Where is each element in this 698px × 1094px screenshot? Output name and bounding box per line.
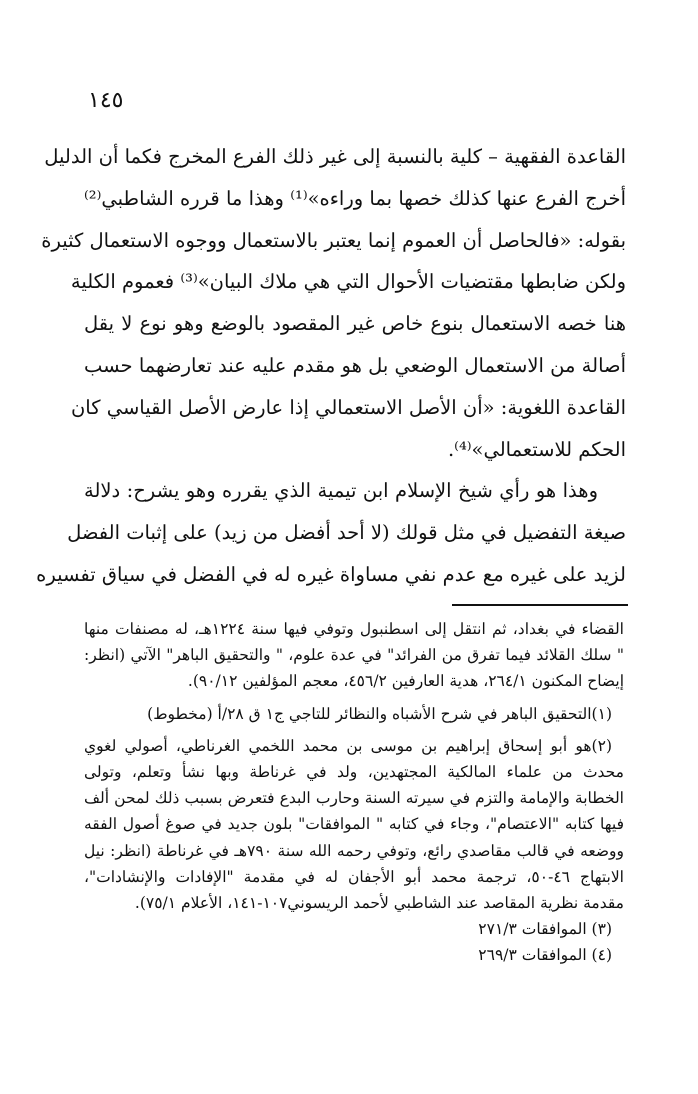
- footnote-4: (٤) الموافقات ٢٦٩/٣: [478, 946, 612, 965]
- footnote-line: فيها كتابه "الاعتصام"، وجاء في كتابه " الموافقات" بلون جديد في صوغ أصول الفقه: [84, 815, 624, 834]
- footnote-1: (١)التحقيق الباهر في شرح الأشباه والنظائر للتاجي ج١ ق ٢٨/أ (مخطوط): [147, 704, 612, 723]
- footnote-2: (٢)هو أبو إسحاق إبراهيم بن موسى بن محمد اللخمي الغرناطي، أصولي لغوي: [84, 736, 612, 755]
- body-line: القاعدة الفقهية – كلية بالنسبة إلى غير ذلك الفرع المخرج فكما أن الدليل: [44, 145, 626, 168]
- page-number: ١٤٥: [88, 88, 124, 113]
- footnote-line: " سلك القلائد فيما تفرق من الفرائد" في عدة علوم، " والتحقيق الباهر" الآتي (انظر:: [84, 646, 624, 665]
- footnote-line: الابتهاج ٤٦-٥٠، ترجمة محمد أبو الأجفان له في مقدمة "الإفادات والإنشادات"،: [84, 867, 624, 886]
- body-line: صيغة التفضيل في مثل قولك (لا أحد أفضل من زيد) على إثبات الفضل: [67, 521, 626, 545]
- body-line: ولكن ضابطها مقتضيات الأحوال التي هي ملاك البيان»⁽³⁾ فعموم الكلية: [70, 270, 626, 294]
- body-line: الحكم للاستعمالي»⁽⁴⁾.: [447, 437, 626, 461]
- footnote-line: ووضعه في قالب مقاصدي رائع، وتوفي رحمه الله سنة ٧٩٠هـ في غرناطة (انظر: نيل: [84, 841, 624, 860]
- body-line: وهذا هو رأي شيخ الإسلام ابن تيمية الذي يقرره وهو يشرح: دلالة: [84, 479, 598, 503]
- footnote-line: القضاء في بغداد، ثم انتقل إلى اسطنبول وتوفي فيها سنة ١٢٢٤هـ، له مصنفات منها: [84, 620, 624, 638]
- footnote-line: مقدمة نظرية المقاصد عند الشاطبي لأحمد الريسوني١٠٧-١٤١، الأعلام ٧٥/١).: [134, 893, 624, 912]
- body-line: أصالة من الاستعمال الوضعي بل هو مقدم عليه عند تعارضهما حسب: [84, 353, 626, 377]
- footnote-line: محدث من علماء المالكية المجتهدين، ولد في غرناطة وبها نشأ وتعلم، وتولى: [84, 762, 624, 781]
- body-line: أخرج الفرع عنها كذلك خصها بما وراءه»⁽¹⁾ وهذا ما قرره الشاطبي⁽²⁾: [84, 186, 626, 210]
- body-line: لزيد على غيره مع عدم نفي مساواة غيره له في الفضل في سياق تفسيره: [36, 562, 626, 586]
- footnotes: [84, 616, 624, 968]
- footnote-divider: [452, 604, 628, 606]
- main-text: [36, 136, 626, 596]
- body-line: القاعدة اللغوية: «أن الأصل الاستعمالي إذا عارض الأصل القياسي كان: [70, 395, 626, 419]
- footnote-3: (٣) الموافقات ٢٧١/٣: [478, 920, 612, 939]
- body-line: بقوله: «فالحاصل أن العموم إنما يعتبر بالاستعمال ووجوه الاستعمال كثيرة: [41, 228, 626, 252]
- body-line: هنا خصه الاستعمال بنوع خاص غير المقصود بالوضع وهو نوع لا يقل: [84, 312, 626, 336]
- footnote-line: إيضاح المكنون ٢٦٤/١، هدية العارفين ٤٥٦/٢، معجم المؤلفين ٩٠/١٢).: [187, 672, 624, 691]
- footnote-line: الخطابة والإمامة والتزم في سيرته السنة وحارب البدع فتعرض بسبب ذلك لمحن ألف: [84, 789, 624, 808]
